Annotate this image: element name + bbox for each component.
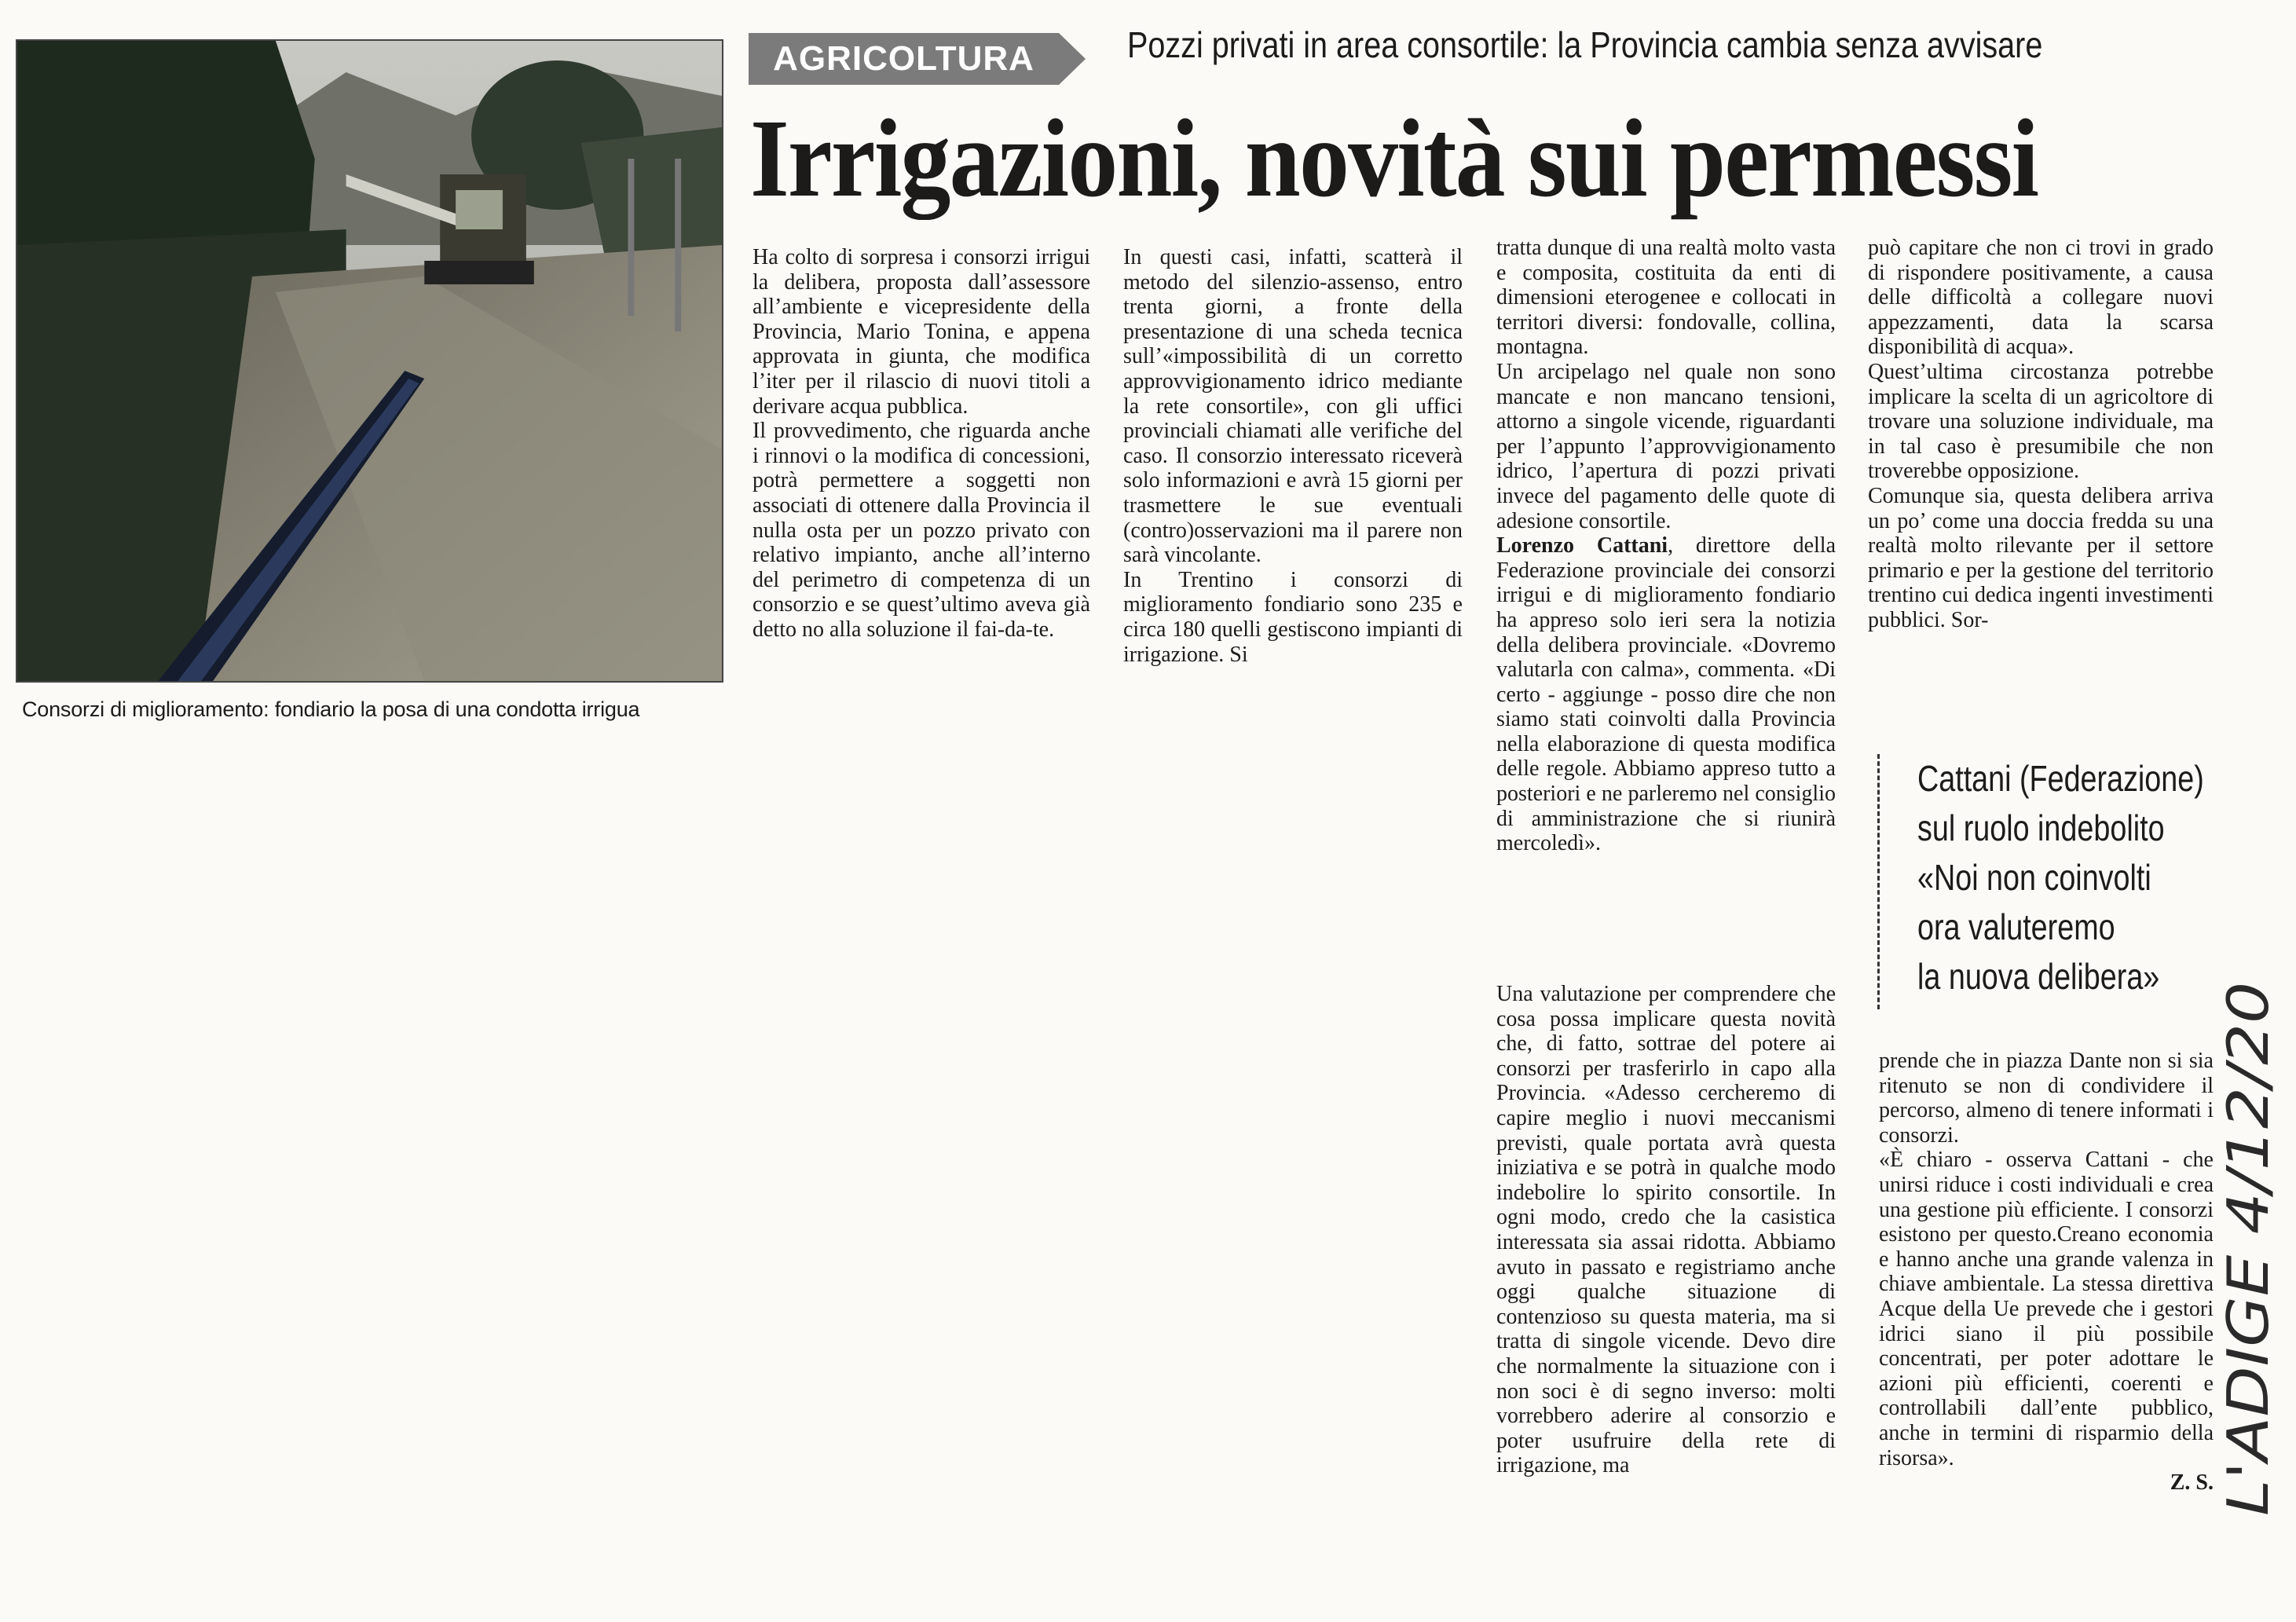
paragraph: Un arcipelago nel quale non sono mancate e non mancano tensioni, attorno a singole vicende, riguardanti per l’appunto l’approvvigionamento idrico, l’apertura di pozzi privati invece del pagamento delle quote di adesione consortile. — [1496, 359, 1836, 533]
paragraph: può capitare che non ci trovi in grado di rispondere positivamente, a causa delle difficoltà a collegare nuovi appezzamenti, data la scarsa disponibilità di acqua». — [1868, 236, 2214, 360]
article-photo — [16, 39, 723, 683]
handwritten-annotation-icon — [2215, 974, 2282, 1524]
pull-quote-line: «Noi non coinvolti — [1917, 857, 2151, 898]
section-tag-label: AGRICOLTURA — [773, 39, 1034, 78]
article-column-2 — [1123, 245, 1463, 667]
section-tag-arrow-icon — [1059, 33, 1086, 85]
article-column-1 — [753, 245, 1090, 643]
headline: Irrigazioni, novità sui permessi — [750, 96, 2038, 220]
paragraph: «È chiaro - osserva Cattani - che unirsi riduce i costi individuali e crea una gestione più efficiente. I consorzi esistono per questo.Creano economia e hanno anche una grande valenza in chiave ambientale. La stessa direttiva Acque della Ue prevede che i gestori idrici siano il più possibile concentrati, per poter adottare le azioni più efficienti, coerenti e controllabili dall’ente pubblico, anche in termini di risparmio della risorsa». — [1879, 1148, 2214, 1470]
article-column-4-bottom — [1879, 1049, 2214, 1496]
pull-quote-line: sul ruolo indebolito — [1917, 807, 2165, 848]
paragraph-text: , direttore della Federazione provinciale dei consorzi irrigui e di miglioramento fondiario ha appreso solo ieri sera la notizia della delibera provinciale. «Dovremo valutarla con calma», commenta. «Di certo - aggiunge - posso dire che non siamo stati coinvolti dalla Provincia nella elaborazione di questa modifica delle regole. Abbiamo appreso tutto a posteriori e ne parleremo nel consiglio di amministrazione che si riunirà mercoledì». — [1496, 533, 1836, 856]
author-signature: Z. S. — [2170, 1470, 2214, 1496]
paragraph — [1496, 533, 1836, 856]
paragraph: tratta dunque di una realtà molto vasta e composita, costituita da enti di dimensioni eterogenee e collocati in territori diversi: fondovalle, collina, montagna. — [1496, 236, 1836, 360]
paragraph: Comunque sia, questa delibera arriva un po’ come una doccia fredda su una realtà molto rilevante per il settore primario e per la gestione del territorio trentino cui dedica ingenti investimenti pubblici. Sor- — [1868, 483, 2214, 632]
article-column-3-bottom — [1496, 982, 1836, 1478]
paragraph: Ha colto di sorpresa i consorzi irrigui la delibera, proposta dall’assessore all’ambiente e vicepresidente della Provincia, Mario Tonina, e appena approvata in giunta, che modifica l’iter per il rilascio di nuovi titoli a derivare acqua pubblica. — [753, 245, 1090, 419]
article-column-4-top — [1868, 236, 2214, 633]
pull-quote-line: ora valuteremo — [1917, 906, 2115, 947]
handwritten-source-date — [2215, 974, 2282, 1524]
section-tag — [749, 33, 1086, 85]
paragraph: Quest’ultima circostanza potrebbe implicare la scelta di un agricoltore di trovare una soluzione individuale, ma in tal caso è presumibile che non troverebbe opposizione. — [1868, 359, 2214, 484]
paragraph: In Trentino i consorzi di miglioramento fondiario sono 235 e circa 180 quelli gestiscono impianti di irrigazione. Si — [1123, 567, 1463, 667]
paragraph: Il provvedimento, che riguarda anche i rinnovi o la modifica di concessioni, potrà permettere a soggetti non associati di ottenere dalla Provincia il nulla osta per un pozzo privato con relativo impianto, anche all’interno del perimetro di competenza di un consorzio e se quest’ultimo aveva già detto no alla soluzione il fai-da-te. — [753, 419, 1090, 642]
kicker: Pozzi privati in area consortile: la Provincia cambia senza avvisare — [1127, 24, 2043, 65]
pull-quote-line: Cattani (Federazione) — [1917, 758, 2204, 799]
pull-quote — [1877, 754, 2223, 1009]
photo-caption: Consorzi di miglioramento: fondiario la posa di una condotta irrigua — [22, 697, 640, 721]
photo-irrigation-pipe-trench — [17, 41, 722, 681]
paragraph: prende che in piazza Dante non si sia ritenuto se non di condividere il percorso, almeno di tenere informati i consorzi. — [1879, 1049, 2214, 1148]
person-name: Lorenzo Cattani — [1496, 533, 1668, 558]
pull-quote-line: la nuova delibera» — [1917, 956, 2160, 997]
handwritten-text: L'ADIGE 4/12/20 — [2215, 1054, 2281, 1516]
paragraph: Una valutazione per comprendere che cosa possa implicare questa novità che, di fatto, sottrae del potere ai consorzi per trasferirlo in capo alla Provincia. «Adesso cercheremo di capire meglio i nuovi meccanismi previsti, quale portata avrà questa iniziativa e se potrà in qualche modo indebolire lo spirito consortile. In ogni modo, credo che la casistica interessata sia assai ridotta. Abbiamo avuto in passato e registriamo anche oggi qualche situazione di contenzioso su questa materia, ma si tratta di singole vicende. Devo dire che normalmente la situazione con i non soci è di segno inverso: molti vorrebbero aderire al consorzio e poter usufruire della rete di irrigazione, ma — [1496, 982, 1836, 1478]
paragraph: In questi casi, infatti, scatterà il metodo del silenzio-assenso, entro trenta giorni, a fronte della presentazione di una scheda tecnica sull’«impossibilità di un corretto approvvigionamento idrico mediante la rete consortile», con gli uffici provinciali chiamati alle verifiche del caso. Il consorzio interessato riceverà solo informazioni e avrà 15 giorni per trasmettere le sue eventuali (contro)osservazioni ma il parere non sarà vincolante. — [1123, 245, 1463, 568]
article-column-3-top — [1496, 236, 1836, 856]
